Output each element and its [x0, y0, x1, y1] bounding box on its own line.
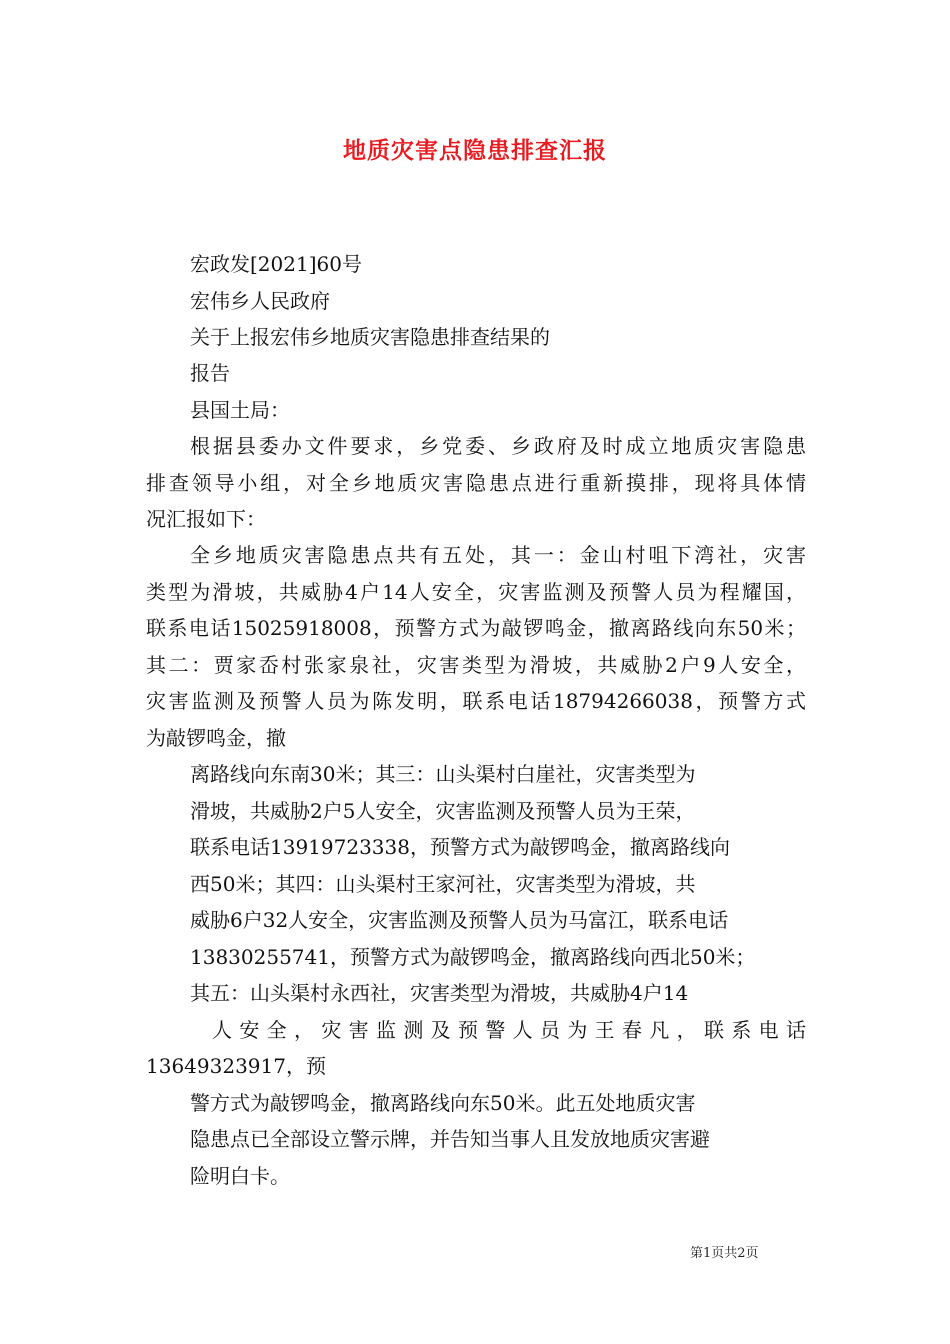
- page-number-footer: 第1页共2页: [690, 1246, 759, 1261]
- body-line: 联系电话13919723338，预警方式为敲锣鸣金，撤离路线向: [190, 835, 730, 859]
- recipient: 县国土局：: [190, 398, 290, 422]
- body-line: 其五：山头渠村永西社，灾害类型为滑坡，共威胁4户14: [190, 981, 689, 1005]
- doc-number: 宏政发[2021]60号: [190, 252, 362, 276]
- body-line: 排查领导小组，对全乡地质灾害隐患点进行重新摸排，现将具体情: [146, 471, 806, 495]
- body-line: 根据县委办文件要求，乡党委、乡政府及时成立地质灾害隐患: [190, 434, 806, 458]
- body-line: 其二：贾家岙村张家泉社，灾害类型为滑坡，共威胁2户9人安全，: [146, 653, 806, 677]
- body-line: 离路线向东南30米；其三：山头渠村白崖社，灾害类型为: [190, 762, 696, 786]
- body-line: 滑坡，共威胁2户5人安全，灾害监测及预警人员为王荣，: [190, 799, 696, 823]
- subject-line-2: 报告: [190, 361, 230, 385]
- body-line: 西50米；其四：山头渠村王家河社，灾害类型为滑坡，共: [190, 872, 696, 896]
- subject-line-1: 关于上报宏伟乡地质灾害隐患排查结果的: [190, 325, 550, 349]
- body-line: 警方式为敲锣鸣金，撤离路线向东50米。此五处地质灾害: [190, 1091, 696, 1115]
- body-line: 威胁6户32人安全，灾害监测及预警人员为马富江，联系电话: [190, 908, 729, 932]
- body-line: 隐患点已全部设立警示牌，并告知当事人且发放地质灾害避: [190, 1127, 710, 1151]
- body-line: 人安全，灾害监测及预警人员为王春凡，联系电话: [212, 1018, 806, 1042]
- body-line: 13649323917，预: [146, 1054, 326, 1078]
- document-title: 地质灾害点隐患排查汇报: [343, 137, 607, 164]
- issuer: 宏伟乡人民政府: [190, 289, 330, 313]
- body-line: 13830255741，预警方式为敲锣鸣金，撤离路线向西北50米；: [190, 945, 756, 969]
- body-line: 类型为滑坡，共威胁4户14人安全，灾害监测及预警人员为程耀国，: [146, 580, 806, 604]
- body-line: 全乡地质灾害隐患点共有五处，其一：金山村咀下湾社，灾害: [190, 543, 806, 567]
- body-line: 险明白卡。: [190, 1164, 290, 1188]
- body-line: 况汇报如下：: [146, 507, 266, 531]
- body-line: 联系电话15025918008，预警方式为敲锣鸣金，撤离路线向东50米；: [146, 616, 806, 640]
- body-line: 为敲锣鸣金，撤: [146, 726, 286, 750]
- body-line: 灾害监测及预警人员为陈发明，联系电话18794266038，预警方式: [146, 689, 806, 713]
